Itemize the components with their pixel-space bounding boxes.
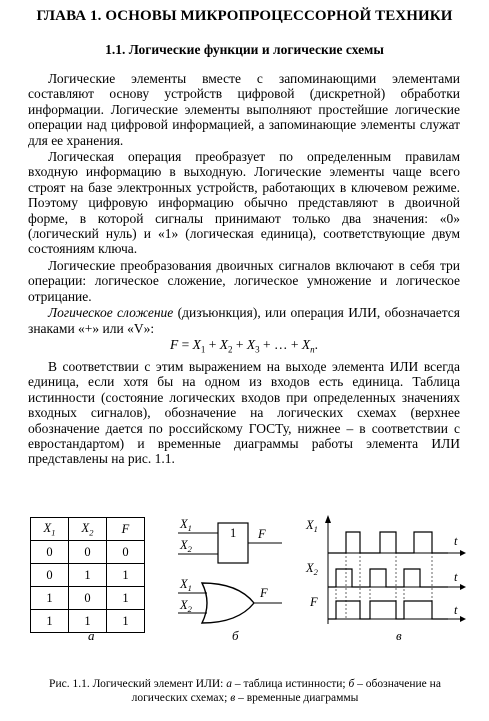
table-cell: 1 [107,610,145,633]
formula-x: X [301,336,311,352]
formula-eq: = [178,336,193,352]
table-cell: 1 [107,587,145,610]
table-row [31,587,145,610]
formula-x: X [246,336,256,352]
caption-v-text: – временные диаграммы [235,691,359,704]
table-cell: 1 [31,587,69,610]
formula-plus: + [232,336,247,352]
header-f: F [107,518,145,541]
arrow-x2 [460,584,466,590]
label-t-f: t [454,603,458,617]
formula-sub: 2 [228,344,233,355]
gost-mark: 1 [230,526,237,540]
formula-plus: + [259,336,274,352]
arrow-vert [325,515,331,523]
formula-f: F [170,336,179,352]
table-cell: 0 [31,564,69,587]
table-cell: 1 [69,610,107,633]
table-row [31,564,145,587]
formula-sub-n: n [310,344,315,355]
label-t-x2: t [454,570,458,584]
caption-a-text: – таблица истинности; [232,678,349,690]
table-cell: 1 [31,610,69,633]
term-logical-addition: Логическое сложение [48,305,174,321]
caption-prefix: Рис. 1.1. Логический элемент ИЛИ: [49,678,227,690]
gost-or-symbol [178,513,288,573]
or-formula [28,337,460,358]
caption-a: а [226,678,232,690]
euro-in2-label: $X_2$ [180,598,192,614]
caption-b: б [348,678,355,690]
formula-dots: … + [274,336,302,352]
table-cell: 0 [107,541,145,564]
table-row [31,541,145,564]
paragraph: В соответствии с этим выражением на выходе элемента ИЛИ всегда единица, если хотя бы на одном из входов есть единица. Таблица истинности (состояние логических входов при определенных значениях входных сигналов), обозначение на логических схемах (верхнее обозначение дается по российскому ГОСТу, нижнее – в соответствии с евростандартом) и временные диаграммы работы элемента ИЛИ представлены на рис. 1.1. [28,359,460,467]
figure-1-1 [0,505,489,665]
gost-in1-label: $X_1$ [180,517,192,533]
arrow-f [460,616,466,622]
truth-table [30,517,145,633]
formula-sub: 3 [255,344,260,355]
gost-in2-label: $X_2$ [180,538,192,554]
label-x2: $X_2$ [306,561,318,577]
paragraph-text: (дизъюнкция), или операция ИЛИ, обозначается знаками «+» или «V»: [28,305,460,336]
formula-x: X [219,336,228,352]
chapter-title: ГЛАВА 1. ОСНОВЫ МИКРОПРОЦЕССОРНОЙ ТЕХНИКИ [36,8,453,24]
fig-letter-b: б [232,628,239,643]
euro-in1-label: $X_1$ [180,577,192,593]
header-x2: $X_2$ [69,518,107,541]
header-x1: $X_1$ [31,518,69,541]
table-cell: 0 [69,587,107,610]
table-cell: 1 [69,564,107,587]
euro-or-symbol [178,573,288,633]
caption-v: в [230,691,236,704]
formula-sub: 1 [200,344,206,355]
timing-diagrams [300,511,470,641]
fig-letter-a: а [88,628,95,643]
paragraph-disjunction [28,305,460,336]
gost-out-label: F [258,527,266,541]
euro-out-label: F [260,586,268,600]
euro-gate-body [202,583,254,623]
truth-table-header [31,518,145,541]
paragraph: Логические преобразования двоичных сигналов включают в себя три операции: логическое сложение, логическое умножение и логическое отрицание. [28,257,460,304]
formula-end: . [314,336,318,352]
caption-b-text: – обозначение на логических схемах; [131,678,441,704]
table-cell: 1 [107,564,145,587]
fig-letter-v: в [396,628,402,643]
paragraph: Логические элементы вместе с запоминающими элементами составляют основу устройств цифровой (дискретной) обработки информации. Логические элементы выполняют простейшие логические операции над цифровой информацией, а запоминающие элементы служат для ее хранения. [28,71,460,148]
label-x1: $X_1$ [306,518,318,534]
table-cell: 0 [31,541,69,564]
paragraph: Логическая операция преобразует по определенным правилам входную информацию в выходную. Логические элементы чаще всего строят на базе электронных устройств, работающих в ключевом режиме. Поэтому цифровую информацию обычно представляют в двоичной форме, в которой сигналы принимают только два значения: «0» (логический нуль) и «1» (логическая единица), соответствующие двум состояниям ключа. [28,149,460,257]
label-t-x1: t [454,534,458,548]
figure-caption [30,678,460,705]
label-f: F [310,595,318,609]
timing-guides [336,532,432,619]
section-title: 1.1. Логические функции и логические схемы [105,42,384,57]
formula-x: X [192,336,201,352]
formula-plus: + [205,336,220,352]
arrow-x1 [460,550,466,556]
table-cell: 0 [69,541,107,564]
body-text [28,71,460,468]
